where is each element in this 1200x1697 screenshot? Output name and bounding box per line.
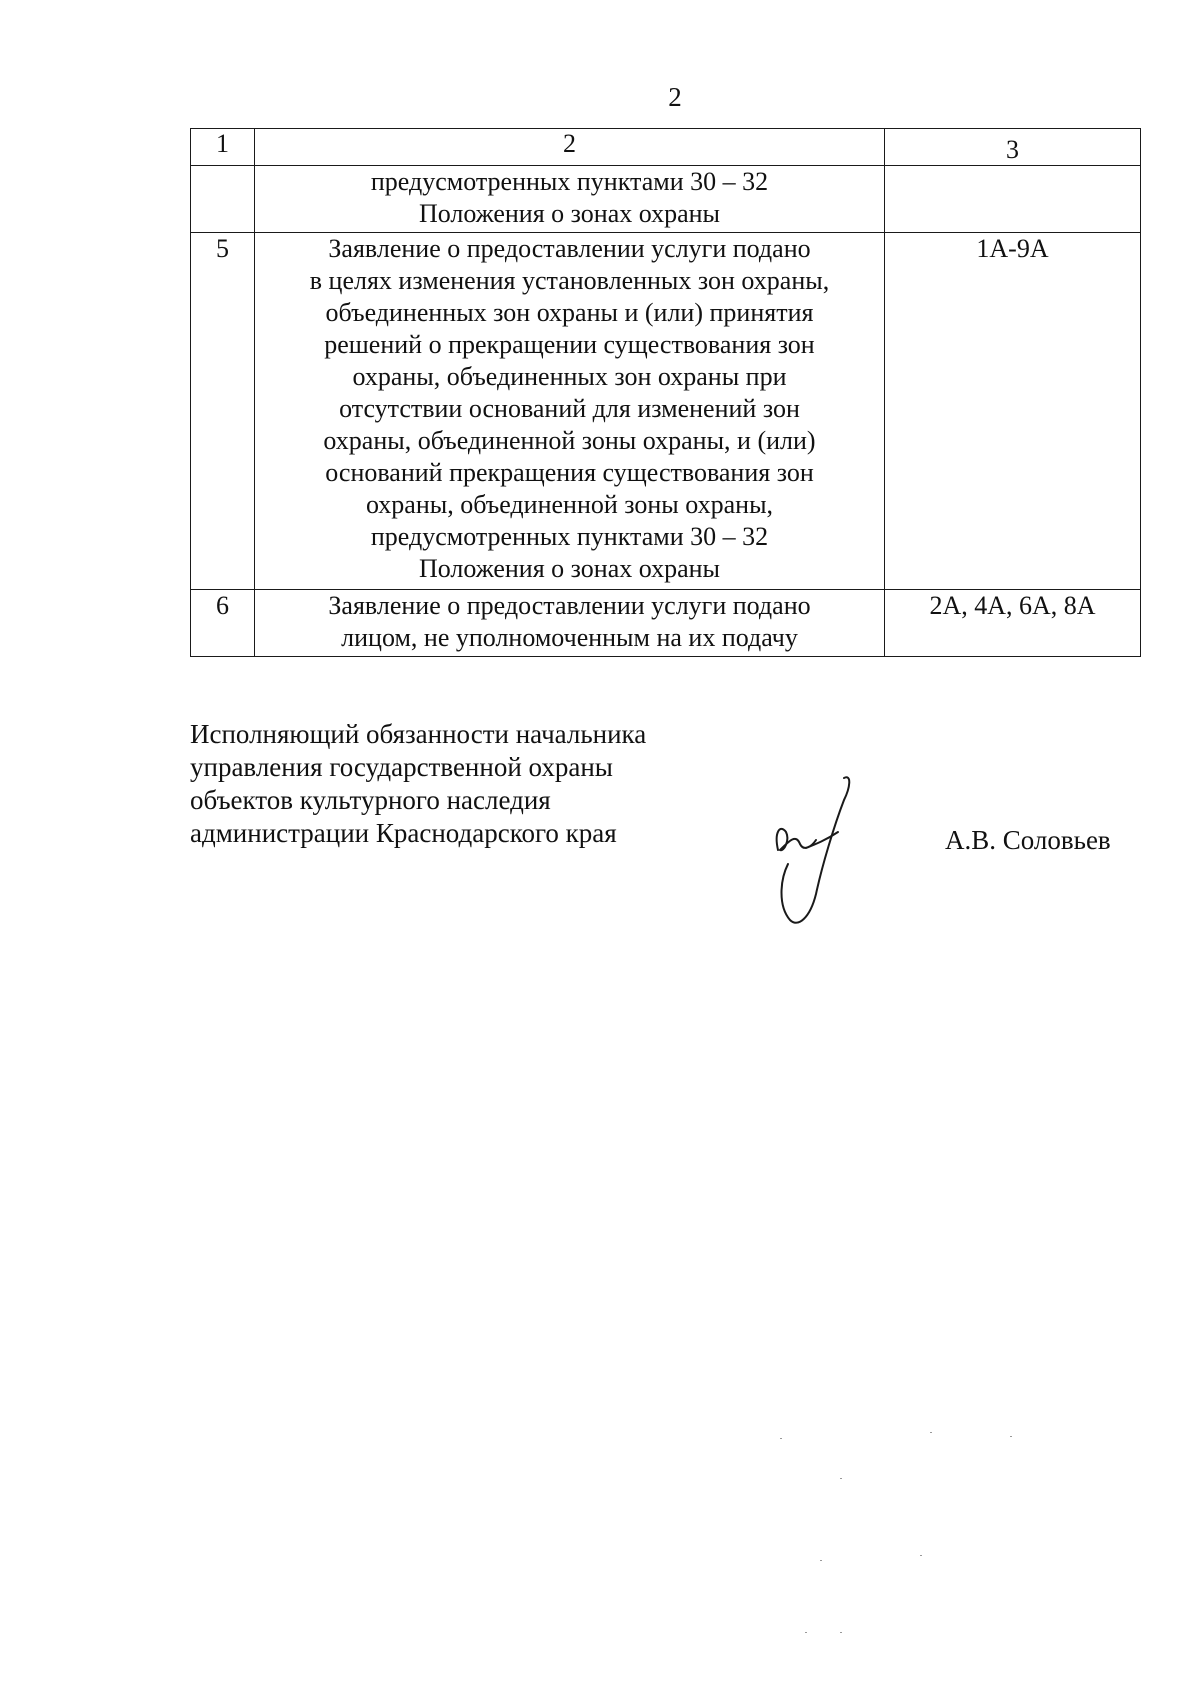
scan-speck <box>840 1478 842 1479</box>
scan-speck <box>1010 1436 1012 1437</box>
signatory-title-line: управления государственной охраны <box>190 752 613 782</box>
signatory-title-line: Исполняющий обязанности начальника <box>190 719 647 749</box>
signer-name: А.В. Соловьев <box>945 825 1111 855</box>
handwritten-signature <box>760 770 860 930</box>
scan-speck <box>920 1555 922 1556</box>
row-number <box>191 166 255 233</box>
row-description <box>255 233 885 590</box>
scan-speck <box>805 1632 807 1633</box>
signatory-title <box>190 718 646 850</box>
row-codes <box>885 166 1141 233</box>
document-table <box>190 128 1141 657</box>
row-codes: 2А, 4А, 6А, 8А <box>885 590 1141 657</box>
row-number: 5 <box>191 233 255 590</box>
column-header-1: 1 <box>191 129 255 166</box>
row-description-text: Заявление о предоставлении услуги подано лицом, не уполномоченным на их подачу <box>328 591 811 652</box>
scan-speck <box>820 1560 822 1561</box>
table-row <box>191 166 1141 233</box>
row-description-text: предусмотренных пунктами 30 – 32 Положения о зонах охраны <box>370 167 769 228</box>
row-description <box>255 166 885 233</box>
table-row <box>191 590 1141 657</box>
column-header-2: 2 <box>255 129 885 166</box>
row-description <box>255 590 885 657</box>
row-codes: 1А-9А <box>885 233 1141 590</box>
signatory-title-line: объектов культурного наследия <box>190 785 551 815</box>
table-row <box>191 233 1141 590</box>
row-number: 6 <box>191 590 255 657</box>
scan-speck <box>930 1432 932 1433</box>
row-description-text: Заявление о предоставлении услуги подано в целях изменения установленных зон охраны, объединенных зон охраны и (или) принятия решений о прекращении существования зон охраны, объединенных зон охраны при отсутствии оснований для изменений зон охраны, объединенной зоны охраны, и (или) оснований прекращения существования зон охраны, объединенной зоны охраны, предусмотренных пунктами 30 – 32 Положения о зонах охраны <box>309 234 830 583</box>
signatory-title-line: администрации Краснодарского края <box>190 818 617 848</box>
table-header-row <box>191 129 1141 166</box>
scan-speck <box>780 1438 782 1439</box>
page-number: 2 <box>668 82 682 112</box>
column-header-3: 3 <box>885 129 1141 166</box>
scan-speck <box>840 1632 842 1633</box>
